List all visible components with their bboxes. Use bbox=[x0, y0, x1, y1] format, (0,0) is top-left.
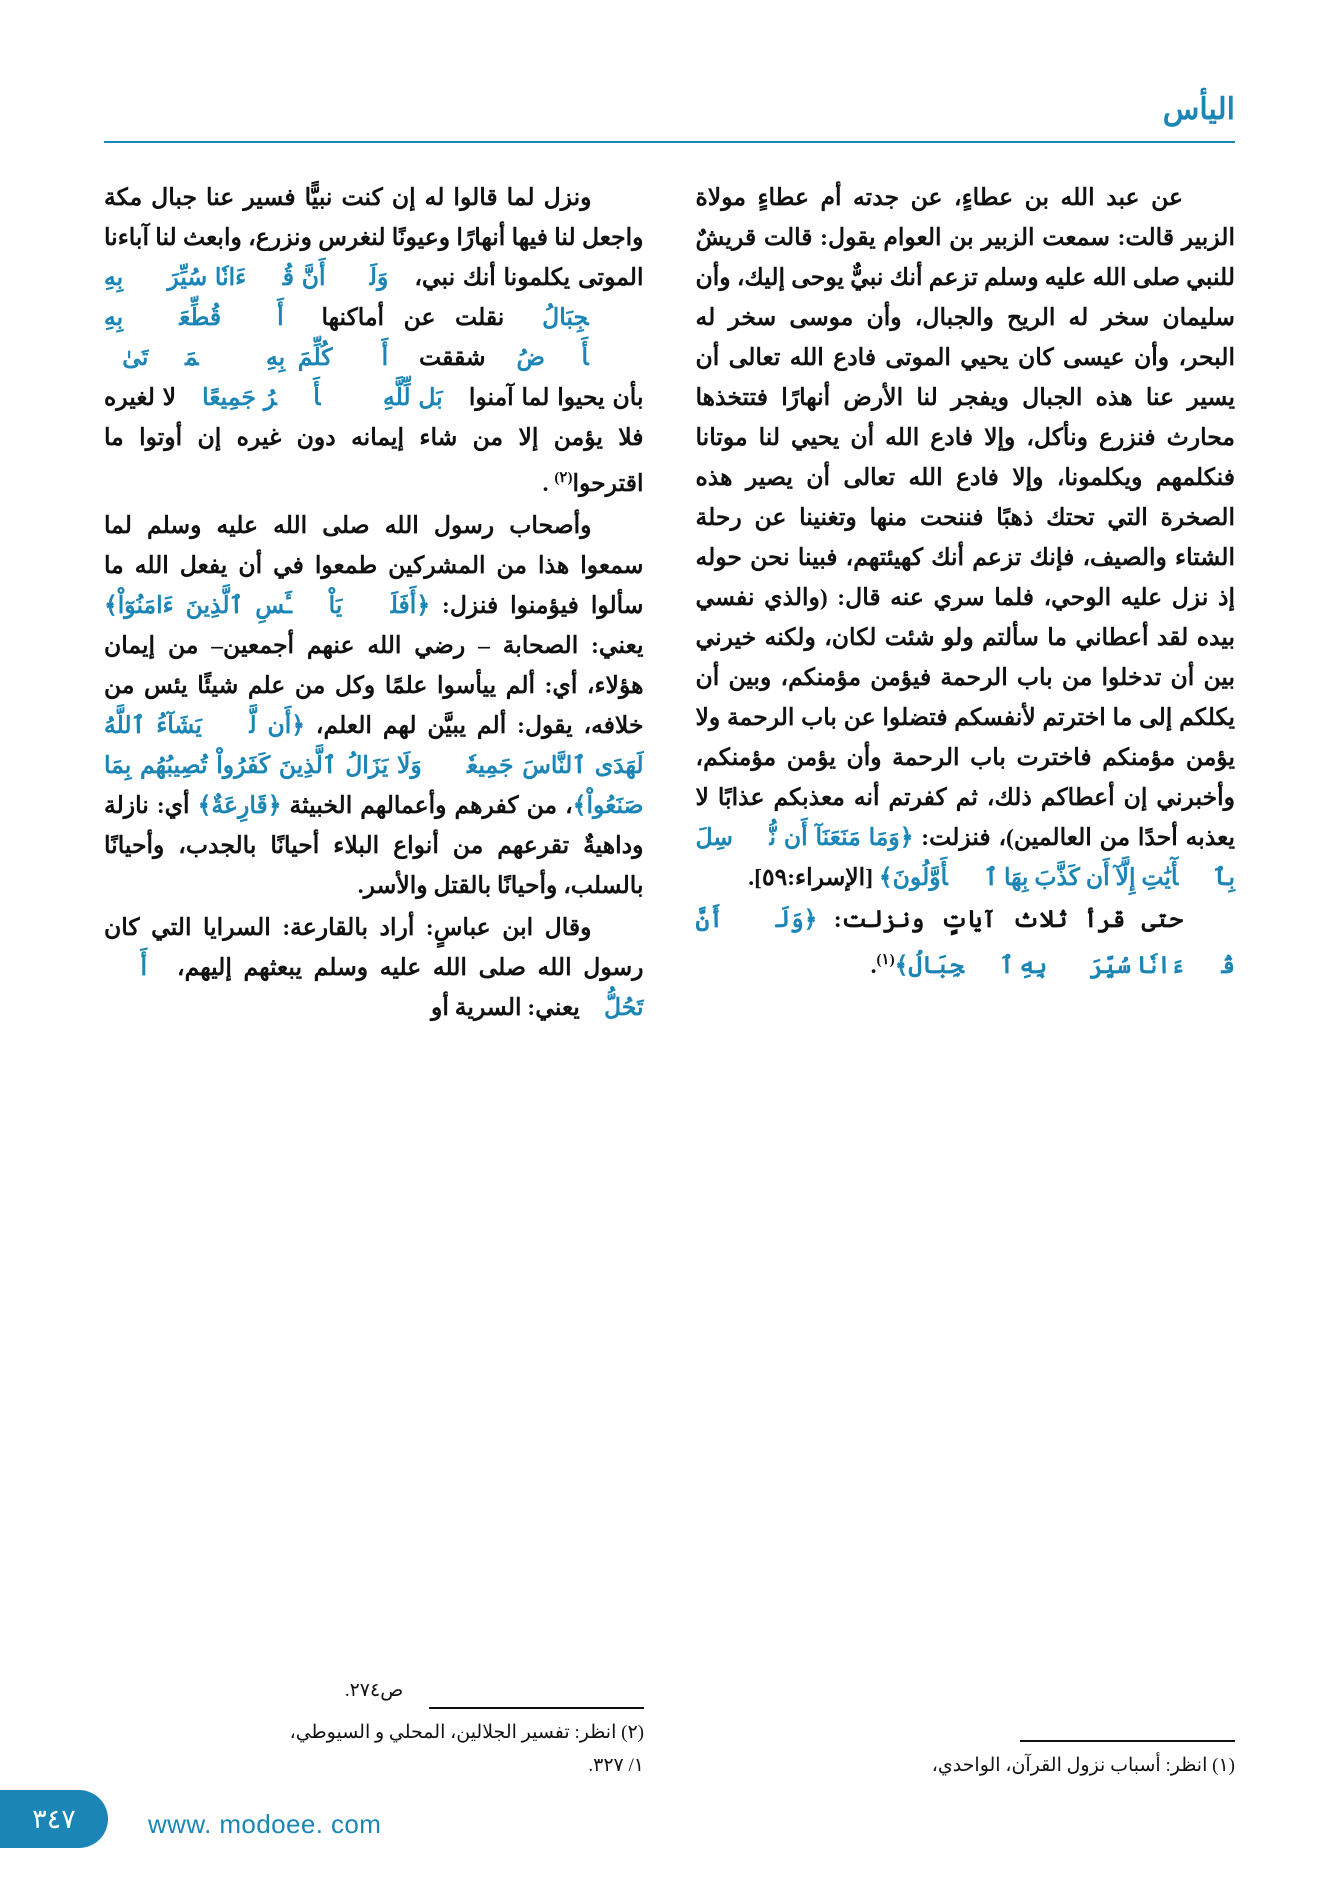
footnote-column-left bbox=[104, 1674, 644, 1782]
footnotes-area bbox=[104, 1612, 1235, 1782]
body-text: عن عبد الله بن عطاءٍ، عن جدته أم عطاءٍ مولاة الزبير قالت: سمعت الزبير بن العوام يقول: قالت قريشٌ للنبي صلى الله عليه وسلم تزعم أنك نبيٌّ يوحى إليك، وأن سليمان سخر له الريح والجبال، وأن موسى سخر له البحر، وأن عيسى كان يحيي الموتى فادع الله تعالى أن يسير عنا هذه الجبال ويفجر لنا الأرض أنهارًا فتتخذها محارث فنزرع ونأكل، وإلا فادع الله أن يحيي لنا موتانا فنكلمهم ويكلمونا، وإلا فادع الله تعالى أن يصير هذه الصخرة التي تحتك ذهبًا فننحت منها وتغنينا عن رحلة الشتاء والصيف، فإنك تزعم أنك كهيئتهم، فبينا نحن حوله إذ نزل عليه الوحي، فلما سري عنه قال: (والذي نفسي بيده لقد أعطاني ما سألتم ولو شئت لكان، ولكنه خيرني بين أن تدخلوا من باب الرحمة فيؤمن مؤمنكم، وبين أن يكلكم إلى ما اخترتم لأنفسكم فتضلوا عن باب الرحمة ولا يؤمن مؤمنكم فاخترت باب الرحمة وأن يؤمن مؤمنكم، وأخبرني إن أعطاكم ذلك، ثم كفرتم أنه معذبكم عذابًا لا يعذبه أحدًا من العالمين)، فنزلت: bbox=[695, 185, 1235, 851]
right-text-column bbox=[696, 178, 1236, 1408]
quran-verse: ﴿بَل لِّلَّهِ ٱلۡأَمۡرُ جَمِيعًا﴾ bbox=[183, 385, 462, 411]
page-number-badge: ٣٤٧ bbox=[0, 1790, 108, 1848]
body-text: شققت bbox=[406, 345, 499, 371]
footnote-marker: (١) bbox=[876, 952, 895, 968]
left-text-column bbox=[104, 178, 644, 1408]
body-text: . bbox=[542, 470, 555, 497]
footnote-entry: (١) انظر: أسباب نزول القرآن، الواحدي، bbox=[931, 1755, 1235, 1776]
quran-verse: ﴿وَلَوۡ أَنَّ قُرۡءَانٗا سُيِّرَتۡ بِهِ ٱلۡجِبَالُ﴾ bbox=[695, 907, 1235, 979]
body-text: يعني: السرية أو bbox=[431, 994, 586, 1021]
body-text: وقال ابن عباسٍ: أراد بالقارعة: السرايا التي كان رسول الله صلى الله عليه وسلم يبعثهم إليهم، bbox=[104, 914, 644, 981]
quran-verse: ﴿أَوۡ كُلِّمَ بِهِ ٱلۡمَوۡتَىٰ﴾ bbox=[104, 345, 407, 371]
body-text: نقلت عن أماكنها bbox=[301, 305, 524, 331]
site-url-link[interactable]: www. modoee. com bbox=[148, 1809, 382, 1839]
footnote-marker: (٢) bbox=[554, 470, 573, 486]
body-text: ، من كفرهم وأعمالهم الخبيثة bbox=[281, 792, 573, 819]
body-text: حتى قرأ ثلاث آياتٍ ونزلت: bbox=[817, 907, 1184, 933]
paragraph bbox=[104, 908, 644, 1028]
body-text: يعني: الصحابة – رضي الله عنهم أجمعين– من إيمان هؤلاء، أي: ألم ييأسوا علمًا وكل من علم شيئًا يئس من خلافه، يقول: ألم يبيَّن لهم العلم، bbox=[104, 632, 644, 739]
paragraph bbox=[104, 178, 644, 504]
body-text: . bbox=[870, 952, 877, 979]
body-text: بأن يحيوا لما آمنوا bbox=[461, 385, 644, 411]
paragraph bbox=[696, 900, 1236, 986]
footnote-entry: (٢) انظر: تفسير الجلالين، المحلي و السيوطي، bbox=[289, 1722, 644, 1743]
body-text: وأصحاب رسول الله صلى الله عليه وسلم لما سمعوا هذا من المشركين طمعوا في أن يفعل الله ما سألوا فيؤمنوا فنزل: bbox=[104, 512, 644, 619]
paragraph bbox=[104, 506, 644, 906]
body-columns bbox=[104, 178, 1235, 1408]
quran-verse: ﴿أَن لَّوۡ يَشَآءُ ٱللَّهُ لَهَدَى ٱلنَّاسَ جَمِيعٗاۗ وَلَا يَزَالُ ٱلَّذِينَ كَفَرُواْ تُصِيبُهُم بِمَا صَنَعُواْ﴾ bbox=[104, 712, 644, 819]
page-header bbox=[104, 95, 1235, 143]
footnote-divider-left bbox=[429, 1707, 644, 1709]
footnote-continuation: ص٢٧٤. bbox=[344, 1680, 404, 1702]
quran-verse: ﴿أَفَلَمۡ يَاْيۡـَٔسِ ٱلَّذِينَ ءَامَنُوٓاْ﴾ bbox=[104, 592, 431, 619]
page-footer bbox=[0, 1790, 1339, 1848]
footnote-entry: ١/ ٣٢٧. bbox=[588, 1755, 644, 1776]
body-text: أي: نازلة وداهيةٌ تقرعهم من أنواع البلاء أحيانًا بالجدب، وأحيانًا بالسلب، وأحيانًا بالقتل والأسر. bbox=[104, 792, 644, 899]
quran-verse: ﴿أَوۡ قُطِّعَتۡ بِهِ ٱلۡأَرۡضُ﴾ bbox=[104, 305, 644, 371]
quran-verse: ﴿أَوۡ تَحُلُّ﴾ bbox=[104, 954, 644, 1021]
footnote-divider-right bbox=[1020, 1740, 1235, 1742]
footnote-column-right bbox=[695, 1740, 1235, 1782]
page-title: اليأس bbox=[1162, 93, 1235, 126]
body-text: لا لغيره فلا يؤمن إلا من شاء إيمانه دون غيره إن أوتوا ما اقترحوا bbox=[104, 385, 644, 497]
quran-verse: ﴿وَلَوۡ أَنَّ قُرۡءَانٗا سُيِّرَتۡ بِهِ ٱلۡجِبَالُ﴾ bbox=[104, 265, 644, 331]
body-text: [الإسراء:٥٩]. bbox=[748, 865, 879, 891]
header-divider bbox=[104, 141, 1235, 143]
body-text: ونزل لما قالوا له إن كنت نبيًّا فسير عنا جبال مكة واجعل لنا فيها أنهارًا وعيونًا لنغرس ونزرع، وابعث لنا آباءنا الموتى يكلمونا أنك نبي، bbox=[104, 185, 644, 291]
paragraph bbox=[696, 178, 1236, 898]
quran-verse: ﴿قَارِعَةٌ﴾ bbox=[197, 792, 282, 819]
quran-verse: ﴿وَمَا مَنَعَنَآ أَن نُّرۡسِلَ بِٱلۡأٓيَٰتِ إِلَّآ أَن كَذَّبَ بِهَا ٱلۡأَوَّلُونَ﴾ bbox=[695, 825, 1235, 891]
